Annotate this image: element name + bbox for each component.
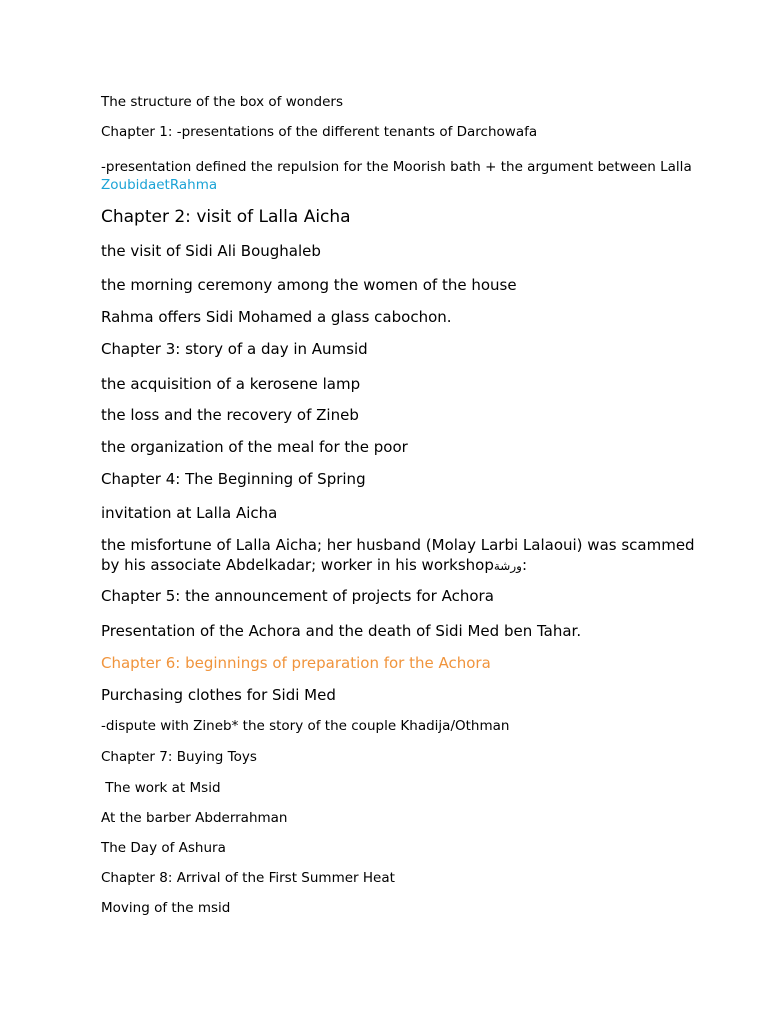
continuation-text: by his associate Abdelkadar; worker in his workshop	[101, 556, 494, 574]
chapter-2-item-2: the morning ceremony among the women of the house	[101, 276, 517, 294]
chapter-4-item-2: the misfortune of Lalla Aicha; her husband (Molay Larbi Lalaoui) was scammed	[101, 536, 695, 554]
chapter-3-item-1: the acquisition of a kerosene lamp	[101, 375, 361, 393]
chapter-5-heading: Chapter 5: the announcement of projects for Achora	[101, 587, 494, 605]
chapter-4-heading: Chapter 4: The Beginning of Spring	[101, 470, 366, 488]
chapter-1-item: -presentation defined the repulsion for the Moorish bath + the argument between Lalla	[101, 159, 692, 175]
chapter-3-item-2: the loss and the recovery of Zineb	[101, 406, 359, 424]
chapter-8-item-1: Moving of the msid	[101, 900, 231, 916]
chapter-7-item-3: The Day of Ashura	[101, 840, 226, 856]
chapter-4-item-2-continuation	[101, 556, 527, 574]
chapter-4-item-1: invitation at Lalla Aicha	[101, 504, 278, 522]
chapter-3-item-3: the organization of the meal for the poor	[101, 438, 408, 456]
chapter-2-heading: Chapter 2: visit of Lalla Aicha	[101, 207, 351, 227]
document-title: The structure of the box of wonders	[101, 94, 344, 110]
chapter-1-item-continuation: ZoubidaetRahma	[101, 177, 218, 193]
arabic-word: ورشة	[493, 559, 522, 573]
chapter-5-item-1: Presentation of the Achora and the death of Sidi Med ben Tahar.	[101, 622, 582, 640]
chapter-7-item-1: The work at Msid	[101, 780, 221, 796]
chapter-7-item-2: At the barber Abderrahman	[101, 810, 288, 826]
chapter-3-heading: Chapter 3: story of a day in Aumsid	[101, 340, 368, 358]
chapter-6-heading: Chapter 6: beginnings of preparation for the Achora	[101, 654, 491, 672]
chapter-8-heading: Chapter 8: Arrival of the First Summer Heat	[101, 870, 395, 886]
chapter-2-item-3: Rahma offers Sidi Mohamed a glass cabochon.	[101, 308, 452, 326]
chapter-6-item-1: Purchasing clothes for Sidi Med	[101, 686, 336, 704]
chapter-7-heading: Chapter 7: Buying Toys	[101, 749, 257, 765]
chapter-2-item-1: the visit of Sidi Ali Boughaleb	[101, 242, 321, 260]
chapter-1-heading: Chapter 1: -presentations of the different tenants of Darchowafa	[101, 124, 538, 140]
chapter-6-item-2: -dispute with Zineb* the story of the couple Khadija/Othman	[101, 718, 510, 734]
colon: :	[521, 556, 528, 574]
